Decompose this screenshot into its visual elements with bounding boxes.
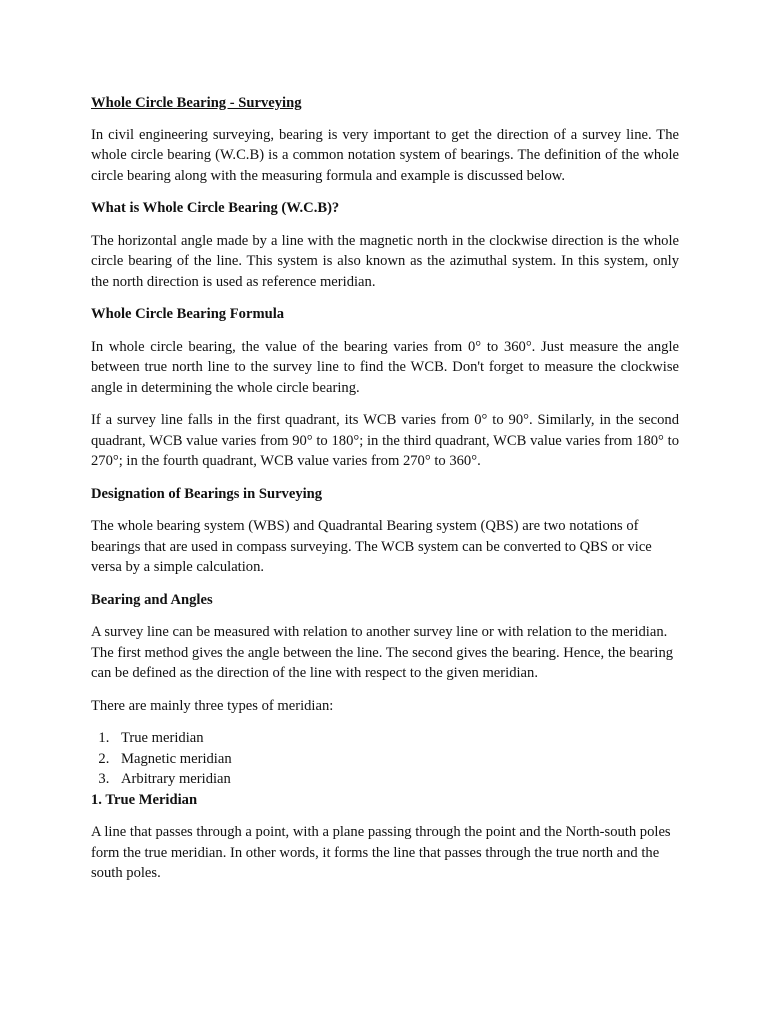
paragraph-designation: The whole bearing system (WBS) and Quadrantal Bearing system (QBS) are two notations of bearings that are used in compass surveying. The WCB system can be converted to QBS or vice versa by a simple calculation. bbox=[91, 518, 652, 575]
paragraph-wcb-definition: The horizontal angle made by a line with the magnetic north in the clockwise direction is the whole circle bearing of the line. This system is also known as the azimuthal system. In this system, only the north direction is used as reference meridian. bbox=[91, 232, 679, 290]
intro-paragraph: In civil engineering surveying, bearing is very important to get the direction of a survey line. The whole circle bearing (W.C.B) is a common notation system of bearings. The definition of the whole circle bearing along with the measuring formula and example is discussed below. bbox=[91, 126, 679, 184]
document-page bbox=[91, 93, 679, 896]
list-item: 3. Arbitrary meridian bbox=[113, 769, 679, 790]
paragraph-wcb-quadrants: If a survey line falls in the first quadrant, its WCB varies from 0° to 90°. Similarly, in the second quadrant, WCB value varies from 90° to 180°; in the third quadrant, WCB value varies from 180° to 270°; in the fourth quadrant, WCB value varies from 270° to 360°. bbox=[91, 412, 679, 469]
meridian-types-list bbox=[91, 728, 679, 790]
section-heading-what-is-wcb: What is Whole Circle Bearing (W.C.B)? bbox=[91, 200, 340, 216]
section-heading-true-meridian: 1. True Meridian bbox=[91, 791, 198, 808]
section-heading-wcb-formula: Whole Circle Bearing Formula bbox=[91, 306, 285, 322]
paragraph-wcb-formula: In whole circle bearing, the value of the bearing varies from 0° to 360°. Just measure the angle between true north line to the survey line to find the WCB. Don't forget to measure the clockwise angle in determining the whole circle bearing. bbox=[91, 338, 679, 396]
section-heading-bearing-angles: Bearing and Angles bbox=[91, 591, 213, 608]
paragraph-true-meridian: A line that passes through a point, with a plane passing through the point and the North-south poles form the true meridian. In other words, it forms the line that passes through the true north and the south poles. bbox=[91, 824, 671, 881]
paragraph-meridian-types-intro: There are mainly three types of meridian: bbox=[91, 697, 334, 714]
document-title: Whole Circle Bearing - Surveying bbox=[91, 95, 302, 111]
list-item: 2. Magnetic meridian bbox=[113, 749, 679, 770]
paragraph-bearing-angles: A survey line can be measured with relation to another survey line or with relation to the meridian. The first method gives the angle between the line. The second gives the bearing. Hence, the bearing can be defined as the direction of the line with respect to the given meridian. bbox=[91, 624, 674, 681]
list-item: 1. True meridian bbox=[113, 728, 679, 749]
section-heading-designation: Designation of Bearings in Surveying bbox=[91, 485, 323, 502]
